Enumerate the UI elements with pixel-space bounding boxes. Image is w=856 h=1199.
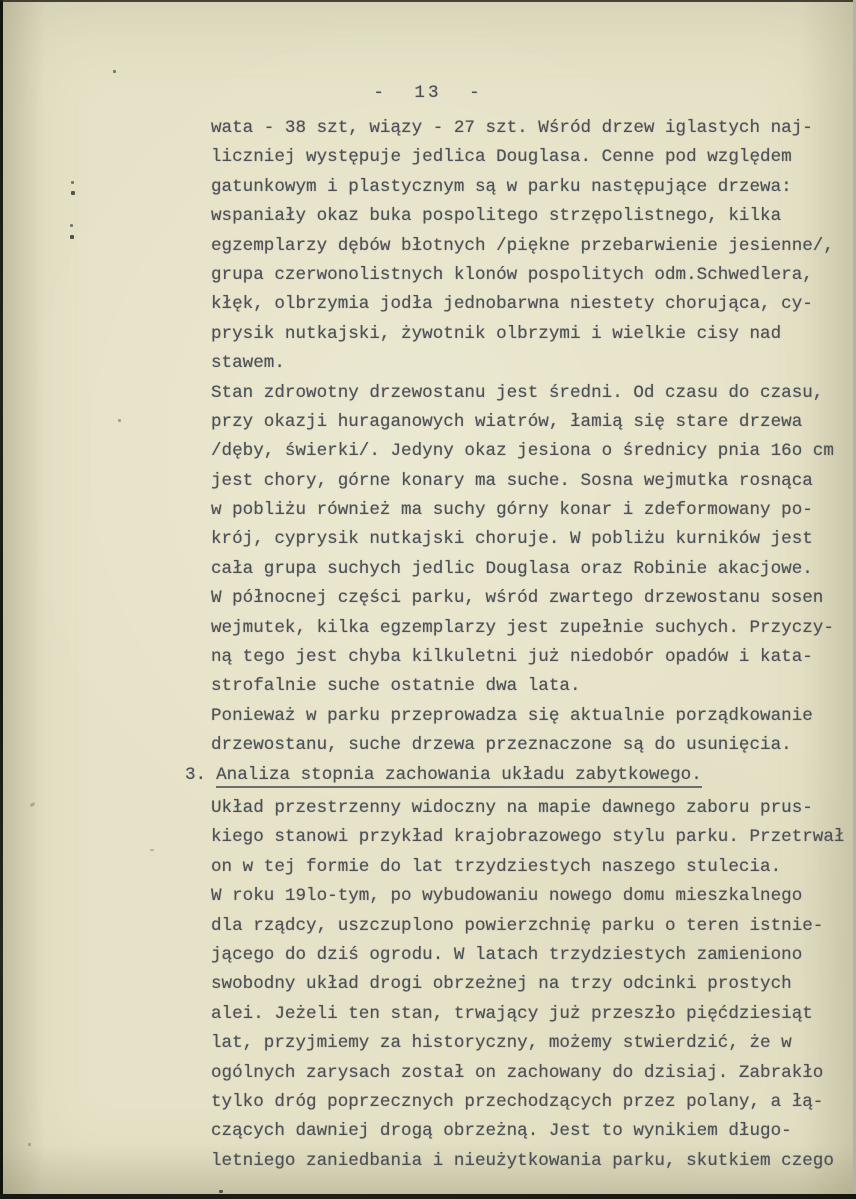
text-line: Stan zdrowotny drzewostanu jest średni. Od czasu do czasu, <box>211 382 824 403</box>
paragraph-health-condition <box>211 379 856 702</box>
paragraph-tree-species <box>211 114 856 379</box>
text-line: ogólnych zarysach został on zachowany do dzisiaj. Zabrakło <box>211 1062 824 1083</box>
text-line: dla rządcy, uszczuplono powierzchnię parku o teren istnie- <box>211 915 824 936</box>
text-line: ną tego jest chyba kilkuletni już niedobór opadów i kata- <box>211 647 813 668</box>
text-line: prysik nutkajski, żywotnik olbrzymi i wielkie cisy nad <box>211 323 782 344</box>
text-line: liczniej występuje jedlica Douglasa. Cenne pod względem <box>211 147 792 168</box>
document-body <box>185 114 856 1176</box>
text-line: wata - 38 szt, wiązy - 27 szt. Wśród drzew iglastych naj- <box>211 118 813 138</box>
text-line: grupa czerwonolistnych klonów pospolitych odm.Schwedlera, <box>211 264 813 285</box>
text-line: letniego zaniedbania i nieużytkowania parku, skutkiem czego <box>211 1150 834 1171</box>
page-number: - 13 - <box>373 83 483 103</box>
scan-speck <box>71 191 75 195</box>
scan-speck <box>28 1143 31 1146</box>
text-line: egzemplarzy dębów błotnych /piękne przebarwienie jesienne/, <box>211 235 834 256</box>
text-line: lat, przyjmiemy za historyczny, możemy stwierdzić, że w <box>211 1033 792 1054</box>
text-line: W północnej części parku, wśród zwartego drzewostanu sosen <box>211 588 824 609</box>
scan-speck <box>113 70 116 73</box>
text-line: drzewostanu, suche drzewa przeznaczone są do usunięcia. <box>211 735 792 756</box>
text-line: krój, cyprysik nutkajski choruje. W pobliżu kurników jest <box>211 529 813 550</box>
text-line: tylko dróg poprzecznych przechodzących przez polany, a łą- <box>211 1091 824 1112</box>
scan-speck <box>70 235 74 239</box>
scan-speck <box>150 849 154 851</box>
text-line: w pobliżu również ma suchy górny konar i zdeformowany po- <box>211 500 813 521</box>
paragraph-layout-analysis <box>211 794 856 1176</box>
section-heading <box>185 761 856 790</box>
text-line: przy okazji huraganowych wiatrów, łamią się stare drzewa <box>211 411 803 432</box>
text-line: W roku 19lo-tym, po wybudowaniu nowego domu mieszkalnego <box>211 886 803 907</box>
text-line: cała grupa suchych jedlic Douglasa oraz Robinie akacjowe. <box>211 558 813 579</box>
text-line: swobodny układ drogi obrzeżnej na trzy odcinki prostych <box>211 974 792 995</box>
scan-speck <box>118 419 121 422</box>
scan-speck <box>30 802 36 807</box>
text-line: kłęk, olbrzymia jodła jednobarwna niestety chorująca, cy- <box>211 294 813 315</box>
text-line: Układ przestrzenny widoczny na mapie dawnego zaboru prus- <box>211 797 813 818</box>
text-line: gatunkowym i plastycznym są w parku następujące drzewa: <box>211 176 792 197</box>
text-line: jest chory, górne konary ma suche. Sosna wejmutka rosnąca <box>211 470 813 491</box>
text-line: wejmutek, kilka egzemplarzy jest zupełnie suchych. Przyczy- <box>211 617 834 638</box>
text-line: Ponieważ w parku przeprowadza się aktualnie porządkowanie <box>211 705 813 726</box>
section-heading-text: Analiza stopnia zachowania układu zabytkowego. <box>216 765 702 788</box>
text-line: alei. Jeżeli ten stan, trwający już przeszło pięćdziesiąt <box>211 1003 813 1024</box>
text-line: stawem. <box>211 353 285 374</box>
text-line: wspaniały okaz buka pospolitego strzępolistnego, kilka <box>211 206 782 227</box>
scan-edge-left <box>0 0 3 1199</box>
text-line: jącego do dziś ogrodu. W latach trzydziestych zamieniono <box>211 944 803 965</box>
text-line: kiego stanowi przykład krajobrazowego stylu parku. Przetrwał <box>211 827 845 848</box>
scan-speck <box>71 181 74 184</box>
text-line: czących dawniej drogą obrzeżną. Jest to wynikiem długo- <box>211 1121 792 1142</box>
scan-speck <box>219 1190 223 1193</box>
text-line: on w tej formie do lat trzydziestych naszego stulecia. <box>211 856 782 877</box>
text-line: /dęby, świerki/. Jedyny okaz jesiona o średnicy pnia 16o cm <box>211 441 834 462</box>
section-number: 3. <box>185 764 207 785</box>
paragraph-cleanup <box>211 702 856 761</box>
scan-speck <box>70 224 73 227</box>
scan-edge-bottom <box>0 1194 856 1199</box>
scan-edge-top <box>0 0 856 2</box>
text-line: strofalnie suche ostatnie dwa lata. <box>211 676 581 697</box>
